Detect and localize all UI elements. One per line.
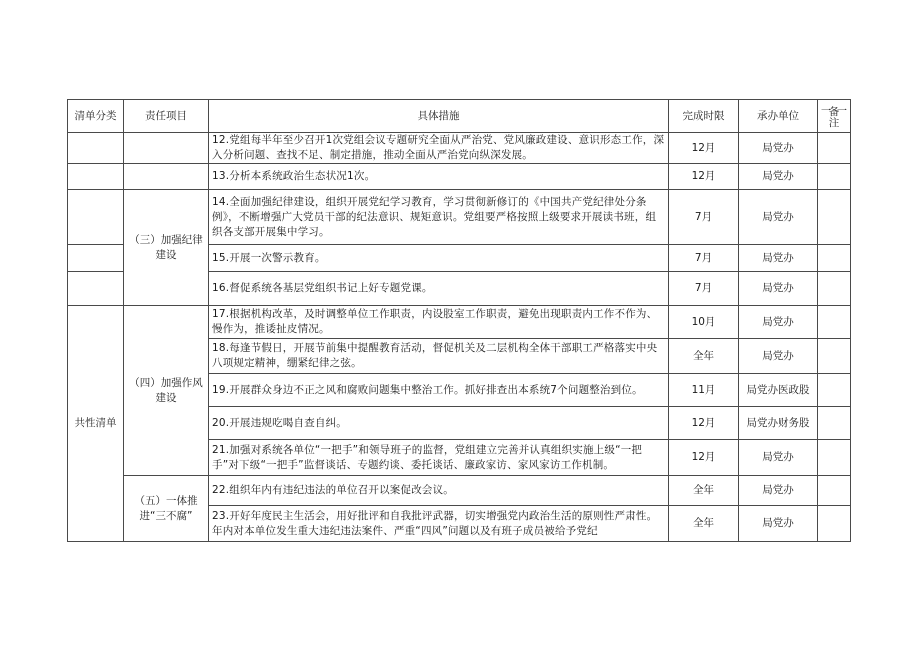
header-note-dash-right: 一	[837, 106, 847, 117]
header-unit: 承办单位	[739, 100, 818, 133]
measure-cell: 19.开展群众身边不正之风和腐败问题集中整治工作。抓好排查出本系统7个问题整治到位。	[209, 374, 669, 407]
measure-cell: 16.督促系统各基层党组织书记上好专题党课。	[209, 272, 669, 306]
category-cell-upper	[68, 133, 124, 164]
deadline-cell: 7月	[669, 245, 739, 272]
table-row	[68, 306, 851, 339]
item-cell-discipline: （三）加强纪律建设	[124, 190, 209, 306]
note-cell	[818, 339, 851, 374]
unit-cell: 局党办	[739, 245, 818, 272]
header-measure: 具体措施	[209, 100, 669, 133]
item-cell-three-no: （五）一体推进“三不腐”	[124, 476, 209, 542]
deadline-cell: 12月	[669, 164, 739, 190]
item-cell-continued	[124, 133, 209, 164]
deadline-cell: 12月	[669, 133, 739, 164]
unit-cell: 局党办财务股	[739, 407, 818, 440]
deadline-cell: 全年	[669, 476, 739, 506]
unit-cell: 局党办	[739, 440, 818, 476]
table-row	[68, 133, 851, 164]
unit-cell: 局党办医政股	[739, 374, 818, 407]
unit-cell: 局党办	[739, 272, 818, 306]
header-deadline: 完成时限	[669, 100, 739, 133]
measure-cell: 12.党组每半年至少召开1次党组会议专题研究全面从严治党、党风廉政建设、意识形态工作，深入分析问题、查找不足、制定措施，推动全面从严治党向纵深发展。	[209, 133, 669, 164]
category-cell-upper	[68, 272, 124, 306]
measure-cell: 17.根据机构改革，及时调整单位工作职责，内设股室工作职责，避免出现职责内工作不作为、慢作为，推诿扯皮情况。	[209, 306, 669, 339]
header-category: 清单分类	[68, 100, 124, 133]
unit-cell: 局党办	[739, 506, 818, 542]
table-row	[68, 164, 851, 190]
note-cell	[818, 190, 851, 245]
category-cell-common: 共性清单	[68, 306, 124, 542]
header-note-dash-left: 一	[821, 106, 831, 117]
note-cell	[818, 164, 851, 190]
measure-cell: 20.开展违规吃喝自查自纠。	[209, 407, 669, 440]
category-cell-upper	[68, 190, 124, 245]
category-cell-upper	[68, 245, 124, 272]
header-note-label: 备注	[828, 106, 840, 129]
deadline-cell: 10月	[669, 306, 739, 339]
measure-cell: 13.分析本系统政治生态状况1次。	[209, 164, 669, 190]
header-note	[818, 100, 851, 133]
item-cell-continued	[124, 164, 209, 190]
note-cell	[818, 440, 851, 476]
measure-cell: 22.组织年内有违纪违法的单位召开以案促改会议。	[209, 476, 669, 506]
measure-cell: 18.每逢节假日，开展节前集中提醒教育活动，督促机关及二层机构全体干部职工严格落实中央八项规定精神，绷紧纪律之弦。	[209, 339, 669, 374]
deadline-cell: 全年	[669, 506, 739, 542]
table-header-row	[68, 100, 851, 133]
note-cell	[818, 374, 851, 407]
deadline-cell: 全年	[669, 339, 739, 374]
deadline-cell: 11月	[669, 374, 739, 407]
measure-cell: 23.开好年度民主生活会，用好批评和自我批评武器，切实增强党内政治生活的原则性严肃性。年内对本单位发生重大违纪违法案件、严重“四风”问题以及有班子成员被给予党纪	[209, 506, 669, 542]
measure-cell: 21.加强对系统各单位“一把手”和领导班子的监督，党组建立完善并认真组织实施上级“一把手”对下级“一把手”监督谈话、专题约谈、委托谈话、廉政家访、家风家访工作机制。	[209, 440, 669, 476]
table-row	[68, 476, 851, 506]
deadline-cell: 7月	[669, 190, 739, 245]
note-cell	[818, 476, 851, 506]
note-cell	[818, 245, 851, 272]
measure-cell: 15.开展一次警示教育。	[209, 245, 669, 272]
note-cell	[818, 133, 851, 164]
note-cell	[818, 506, 851, 542]
unit-cell: 局党办	[739, 476, 818, 506]
unit-cell: 局党办	[739, 190, 818, 245]
deadline-cell: 12月	[669, 407, 739, 440]
unit-cell: 局党办	[739, 306, 818, 339]
unit-cell: 局党办	[739, 164, 818, 190]
table-row	[68, 190, 851, 245]
deadline-cell: 7月	[669, 272, 739, 306]
unit-cell: 局党办	[739, 133, 818, 164]
measure-cell: 14.全面加强纪律建设，组织开展党纪学习教育，学习贯彻新修订的《中国共产党纪律处分条例》，不断增强广大党员干部的纪法意识、规矩意识。党组要严格按照上级要求开展读书班，组织各支部开展集中学习。	[209, 190, 669, 245]
deadline-cell: 12月	[669, 440, 739, 476]
responsibility-table	[67, 99, 851, 542]
header-item: 责任项目	[124, 100, 209, 133]
category-cell-upper	[68, 164, 124, 190]
note-cell	[818, 306, 851, 339]
note-cell	[818, 272, 851, 306]
note-cell	[818, 407, 851, 440]
item-cell-style: （四）加强作风建设	[124, 306, 209, 476]
unit-cell: 局党办	[739, 339, 818, 374]
